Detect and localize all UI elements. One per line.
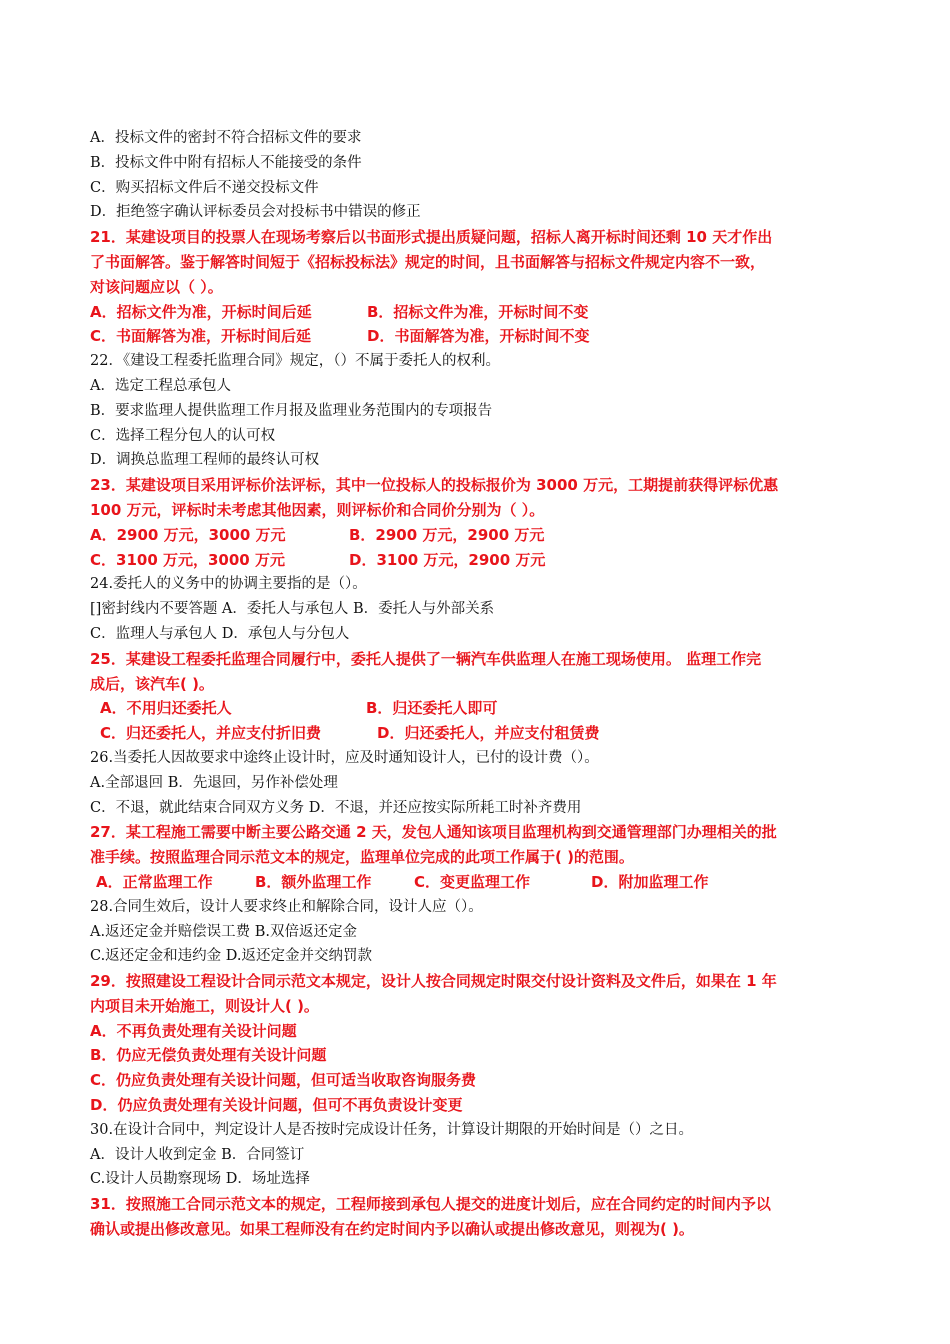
q25-stem-line-1: 25．某建设工程委托监理合同履行中，委托人提供了一辆汽车供监理人在施工现场使用。 监理工作完 [90,649,762,668]
q26-stem: 26.当委托人因故要求中途终止设计时，应及时通知设计人，已付的设计费（）。 [90,749,599,766]
q24-options-row-2: C．监理人与承包人 D．承包人与分包人 [90,625,350,642]
q25-option-a: A．不用归还委托人 [100,699,232,718]
q25-option-b: B．归还委托人即可 [366,699,498,718]
q25-stem-line-2: 成后，该汽车( )。 [90,674,214,693]
q20-option-c: C．购买招标文件后不递交投标文件 [90,179,319,196]
q28-options-row-1: A.返还定金并赔偿误工费 B.双倍返还定金 [90,923,357,940]
q20-option-a: A．投标文件的密封不符合招标文件的要求 [90,130,362,146]
q21-stem-line-2: 了书面解答。鉴于解答时间短于《招标投标法》规定的时间，且书面解答与招标文件规定内容不一致， [90,252,766,271]
document-page [90,126,865,1242]
q26-options-row-2: C．不退，就此结束合同双方义务 D．不退，并还应按实际所耗工时补齐费用 [90,799,582,816]
q21-stem-line-3: 对该问题应以（ ）。 [90,277,223,296]
q29-option-a: A．不再负责处理有关设计问题 [90,1021,297,1040]
q25-option-c: C．归还委托人，并应支付折旧费 [100,724,322,743]
q30-options-row-2: C.设计人员勘察现场 D．场址选择 [90,1171,310,1188]
q22-option-d: D．调换总监理工程师的最终认可权 [90,452,320,469]
q21-option-a: A．招标文件为准，开标时间后延 [90,302,312,321]
q27-option-a: A．正常监理工作 [96,872,213,891]
q27-option-b: B．额外监理工作 [255,872,372,891]
q26-options-row-1: A.全部退回 B．先退回，另作补偿处理 [90,774,338,791]
q21-option-c: C．书面解答为准，开标时间后延 [90,327,312,346]
q30-stem: 30.在设计合同中，判定设计人是否按时完成设计任务，计算设计期限的开始时间是（）之日。 [90,1121,694,1138]
q23-option-c: C．3100 万元，3000 万元 [90,550,285,569]
q23-stem-line-2: 100 万元，评标时未考虑其他因素，则评标价和合同价分别为（ ）。 [90,500,545,519]
q31-stem-line-1: 31．按照施工合同示范文本的规定，工程师接到承包人提交的进度计划后，应在合同约定的时间内予以 [90,1195,771,1214]
q21-options-row-2 [90,324,865,349]
q23-options-row-2 [90,548,865,573]
q25-options-row-2 [90,721,865,746]
q29-stem-line-2: 内项目未开始施工，则设计人( )。 [90,996,319,1015]
q28-options-row-2: C.返还定金和违约金 D.返还定金并交纳罚款 [90,948,373,965]
q22-option-c: C．选择工程分包人的认可权 [90,427,276,444]
q29-option-d: D．仍应负责处理有关设计问题，但可不再负责设计变更 [90,1096,463,1115]
q23-stem-line-1: 23．某建设项目采用评标价法评标，其中一位投标人的投标报价为 3000 万元，工期提前获得评标优惠 [90,476,779,495]
q24-options-row-1: []密封线内不要答题 A．委托人与承包人 B．委托人与外部关系 [90,601,495,618]
q21-stem-line-1: 21．某建设项目的投票人在现场考察后以书面形式提出质疑问题，招标人离开标时间还剩 10 天才作出 [90,228,773,247]
q22-option-a: A．选定工程总承包人 [90,377,231,394]
q29-option-c: C．仍应负责处理有关设计问题，但可适当收取咨询服务费 [90,1071,477,1090]
q25-option-d: D．归还委托人，并应支付租赁费 [377,724,600,743]
q29-option-b: B．仍应无偿负责处理有关设计问题 [90,1046,327,1065]
q22-stem: 22．《建设工程委托监理合同》规定，（）不属于委托人的权利。 [90,353,500,370]
q20-option-b: B．投标文件中附有招标人不能接受的条件 [90,154,362,171]
q22-option-b: B．要求监理人提供监理工作月报及监理业务范围内的专项报告 [90,402,493,419]
q28-stem: 28.合同生效后，设计人要求终止和解除合同，设计人应（）。 [90,898,483,915]
q21-options-row-1 [90,300,865,325]
q30-options-row-1: A．设计人收到定金 B．合同签订 [90,1146,305,1163]
q20-option-d: D．拒绝签字确认评标委员会对投标书中错误的修正 [90,204,421,221]
q24-stem: 24.委托人的义务中的协调主要指的是（）。 [90,576,367,593]
q29-stem-line-1: 29．按照建设工程设计合同示范文本规定，设计人按合同规定时限交付设计资料及文件后，如果在 1 年 [90,972,777,991]
q27-options-row [90,870,865,895]
q27-option-c: C．变更监理工作 [414,872,531,891]
q31-stem-line-2: 确认或提出修改意见。如果工程师没有在约定时间内予以确认或提出修改意见，则视为( )。 [90,1220,694,1239]
q23-options-row-1 [90,523,865,548]
q27-option-d: D．附加监理工作 [591,872,709,891]
q21-option-d: D．书面解答为准，开标时间不变 [367,327,590,346]
q23-option-b: B．2900 万元，2900 万元 [349,525,545,544]
q27-stem-line-2: 准手续。按照监理合同示范文本的规定，监理单位完成的此项工作属于( )的范围。 [90,848,634,867]
q21-option-b: B．招标文件为准，开标时间不变 [367,302,589,321]
q27-stem-line-1: 27．某工程施工需要中断主要公路交通 2 天，发包人通知该项目监理机构到交通管理部门办理相关的批 [90,823,777,842]
q23-option-a: A．2900 万元，3000 万元 [90,525,286,544]
q25-options-row-1 [90,696,865,721]
q23-option-d: D．3100 万元，2900 万元 [349,550,546,569]
